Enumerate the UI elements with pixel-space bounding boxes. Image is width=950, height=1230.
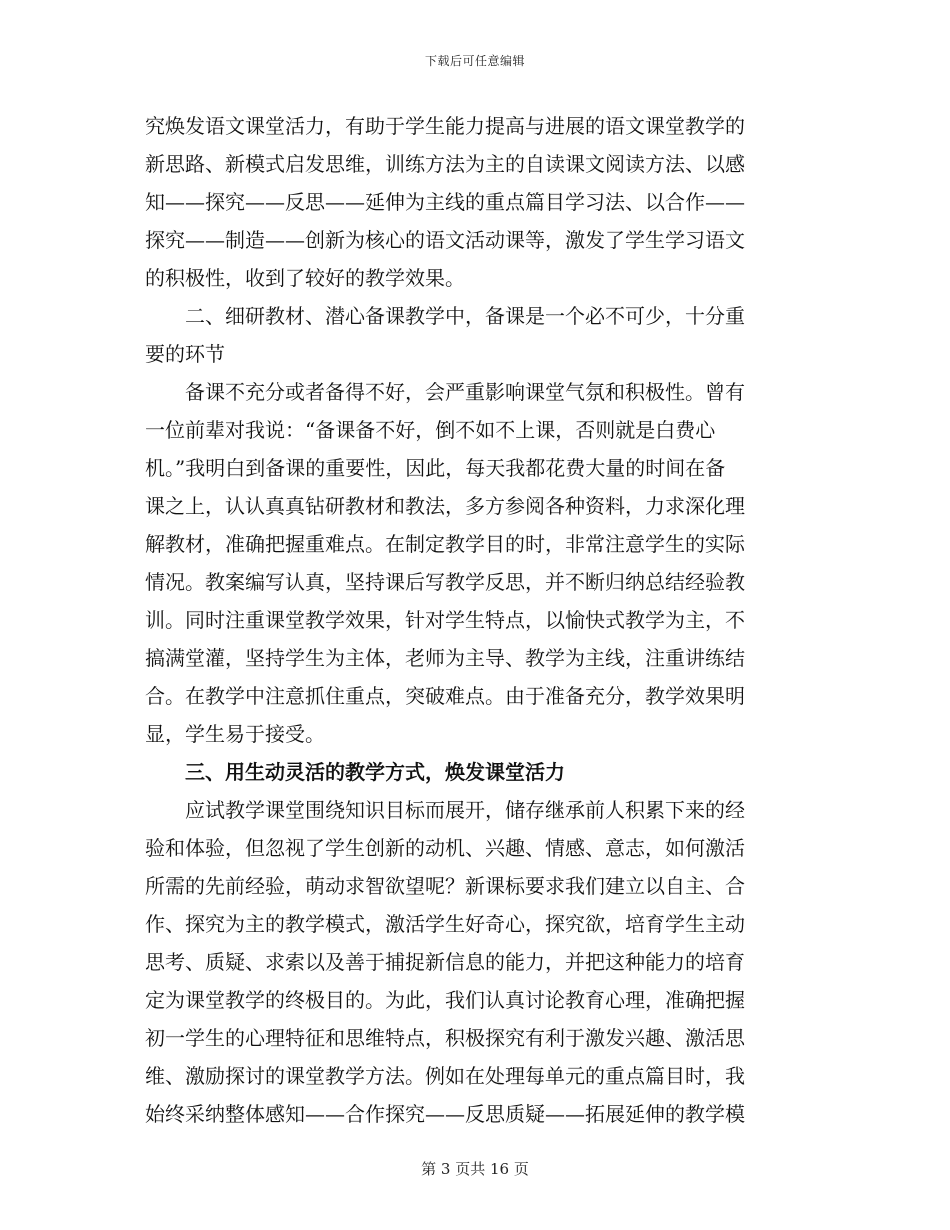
paragraph-line: 应试教学课堂围绕知识目标而展开，储存继承前人积累下来的经: [185, 798, 745, 822]
paragraph-line: 二、细研教材、潜心备课教学中，备课是一个必不可少，十分重: [185, 304, 745, 328]
paragraph-line: 新思路、新模式启发思维，训练方法为主的自读课文阅读方法、以感: [145, 152, 745, 176]
paragraph-line: 作、探究为主的教学模式，激活学生好奇心，探究欲，培育学生主动: [145, 912, 745, 936]
page-header: 下载后可任意编辑: [424, 54, 525, 68]
paragraph-line: 备课不充分或者备得不好，会严重影响课堂气氛和积极性。曾有: [185, 380, 745, 404]
paragraph-line: 训。同时注重课堂教学效果，针对学生特点，以愉快式教学为主，不: [145, 608, 745, 632]
paragraph-line: 探究——制造——创新为核心的语文活动课等，激发了学生学习语文: [145, 228, 745, 252]
section-heading: 三、用生动灵活的教学方式，焕发课堂活力: [185, 760, 565, 784]
page-footer: 第 3 页共 16 页: [421, 1160, 529, 1178]
paragraph-line: 合。在教学中注意抓住重点，突破难点。由于准备充分，教学效果明: [145, 684, 745, 708]
paragraph-line: 初一学生的心理特征和思维特点，积极探究有利于激发兴趣、激活思: [145, 1026, 745, 1050]
paragraph-line: 显，学生易于接受。: [145, 722, 325, 746]
paragraph-line: 所需的先前经验，萌动求智欲望呢？新课标要求我们建立以自主、合: [145, 874, 745, 898]
paragraph-line: 定为课堂教学的终极目的。为此，我们认真讨论教育心理，准确把握: [145, 988, 745, 1012]
paragraph-line: 机。”我明白到备课的重要性，因此，每天我都花费大量的时间在备: [145, 456, 726, 480]
paragraph-line: 的积极性，收到了较好的教学效果。: [145, 266, 465, 290]
paragraph-line: 课之上，认认真真钻研教材和教法，多方参阅各种资料，力求深化理: [145, 494, 745, 518]
paragraph-line: 要的环节: [145, 342, 225, 366]
paragraph-line: 搞满堂灌，坚持学生为主体，老师为主导、教学为主线，注重讲练结: [145, 646, 745, 670]
paragraph-line: 验和体验，但忽视了学生创新的动机、兴趣、情感、意志，如何激活: [145, 836, 745, 860]
paragraph-line: 一位前辈对我说：“备课备不好，倒不如不上课，否则就是白费心: [145, 418, 716, 442]
paragraph-line: 情况。教案编写认真，坚持课后写教学反思，并不断归纳总结经验教: [145, 570, 745, 594]
paragraph-line: 究焕发语文课堂活力，有助于学生能力提高与进展的语文课堂教学的: [145, 114, 745, 138]
paragraph-line: 始终采纳整体感知——合作探究——反思质疑——拓展延伸的教学模: [145, 1102, 745, 1126]
paragraph-line: 知——探究——反思——延伸为主线的重点篇目学习法、以合作——: [145, 190, 745, 214]
paragraph-line: 维、激励探讨的课堂教学方法。例如在处理每单元的重点篇目时，我: [145, 1064, 745, 1088]
document-body: [145, 107, 800, 1133]
paragraph-line: 思考、质疑、求索以及善于捕捉新信息的能力，并把这种能力的培育: [145, 950, 745, 974]
paragraph-line: 解教材，准确把握重难点。在制定教学目的时，非常注意学生的实际: [145, 532, 745, 556]
